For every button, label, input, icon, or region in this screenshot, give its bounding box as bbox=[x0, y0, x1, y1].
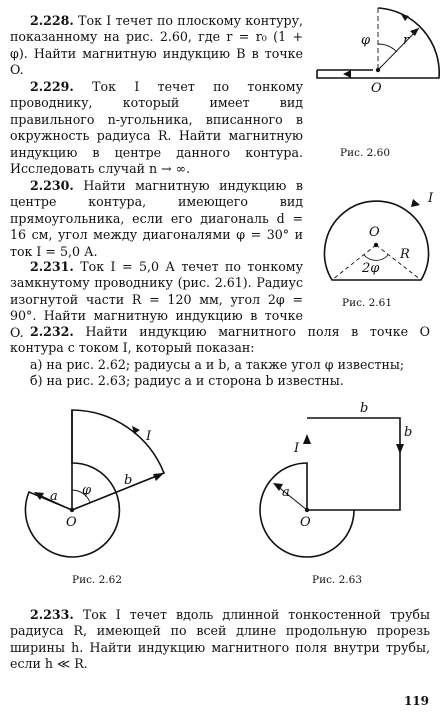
label-b-right: b bbox=[404, 425, 413, 440]
problem-2-228: 2.228. Ток I течет по плоскому контуру, показанному на рис. 2.60, где r = r₀ (1 + φ). Найти магнитную индукцию B в точке O. bbox=[10, 13, 303, 78]
point-o bbox=[374, 243, 378, 247]
problem-2-232-b: б) на рис. 2.63; радиус a и сторона b известны. bbox=[30, 373, 344, 388]
label-o: O bbox=[371, 81, 382, 96]
angle-arc bbox=[364, 255, 388, 260]
label-current: I bbox=[146, 429, 152, 444]
figure-2-63 bbox=[230, 390, 443, 575]
label-o: O bbox=[369, 225, 380, 240]
label-r: r bbox=[403, 33, 410, 48]
segment-a bbox=[276, 485, 307, 510]
problem-2-232: 2.232. Найти индукцию магнитного поля в точке O контура с током I, который показан: bbox=[10, 324, 430, 356]
caption-2-63: Рис. 2.63 bbox=[312, 574, 362, 586]
radius-arrow bbox=[410, 28, 419, 36]
page-number: 119 bbox=[403, 694, 429, 708]
current-arrow-down bbox=[396, 444, 404, 454]
arrow-b bbox=[153, 473, 164, 481]
figure-2-60 bbox=[305, 0, 443, 150]
contour bbox=[25, 410, 164, 557]
current-arrow bbox=[411, 199, 420, 207]
label-a: a bbox=[282, 485, 290, 500]
radius-vector bbox=[378, 28, 419, 70]
caption-2-61: Рис. 2.61 bbox=[342, 297, 392, 309]
point-o bbox=[376, 68, 380, 72]
label-phi: φ bbox=[82, 483, 92, 498]
current-arrow-arc bbox=[401, 14, 409, 21]
problem-2-229: 2.229. Ток I течет по тонкому проводнику, который имеет вид правильного n-угольника, вписанного в окружность радиуса R. Найти магнитную индукцию в центре данного контура. Исследовать случай n → ∞. bbox=[10, 79, 303, 177]
phi-arc bbox=[378, 44, 397, 52]
label-o: O bbox=[66, 515, 77, 530]
label-b: b bbox=[124, 473, 133, 488]
problem-2-230: 2.230. Найти магнитную индукцию в центре контура, имеющего вид прямоугольника, если его диагональ d = 16 см, угол между диагоналями φ = 30° и ток I = 5,0 А. bbox=[10, 178, 303, 259]
problem-2-232-a: а) на рис. 2.62; радиусы a и b, а также угол φ известны; bbox=[30, 357, 405, 372]
dashed-radius-right bbox=[376, 245, 421, 280]
current-arrow-up bbox=[303, 434, 311, 444]
figure-2-61 bbox=[310, 180, 443, 305]
label-angle: 2φ bbox=[362, 261, 380, 276]
label-a: a bbox=[50, 489, 58, 504]
label-current: I bbox=[428, 191, 434, 206]
point-o bbox=[70, 508, 74, 512]
problem-2-233: 2.233. Ток I течет вдоль длинной тонкостенной трубы радиуса R, имеющей по всей длине продольную прорезь ширины h. Найти индукцию магнитного поля внутри трубы, если h ≪ R. bbox=[10, 607, 430, 672]
caption-2-60: Рис. 2.60 bbox=[340, 147, 390, 159]
label-current: I bbox=[294, 441, 300, 456]
current-arrow bbox=[132, 426, 140, 434]
label-radius: R bbox=[400, 247, 410, 262]
problem-2-231: 2.231. Ток I = 5,0 А течет по тонкому замкнутому проводнику (рис. 2.61). Радиус изогнутой части R = 120 мм, угол 2φ = 90°. Найти магнитную индукцию в точке O. bbox=[10, 259, 303, 340]
label-phi: φ bbox=[361, 33, 371, 48]
current-arrow-bottom bbox=[343, 70, 351, 78]
label-b-top: b bbox=[360, 401, 369, 416]
figure-2-62 bbox=[0, 390, 220, 575]
label-o: O bbox=[300, 515, 311, 530]
point-o bbox=[305, 508, 309, 512]
caption-2-62: Рис. 2.62 bbox=[72, 574, 122, 586]
